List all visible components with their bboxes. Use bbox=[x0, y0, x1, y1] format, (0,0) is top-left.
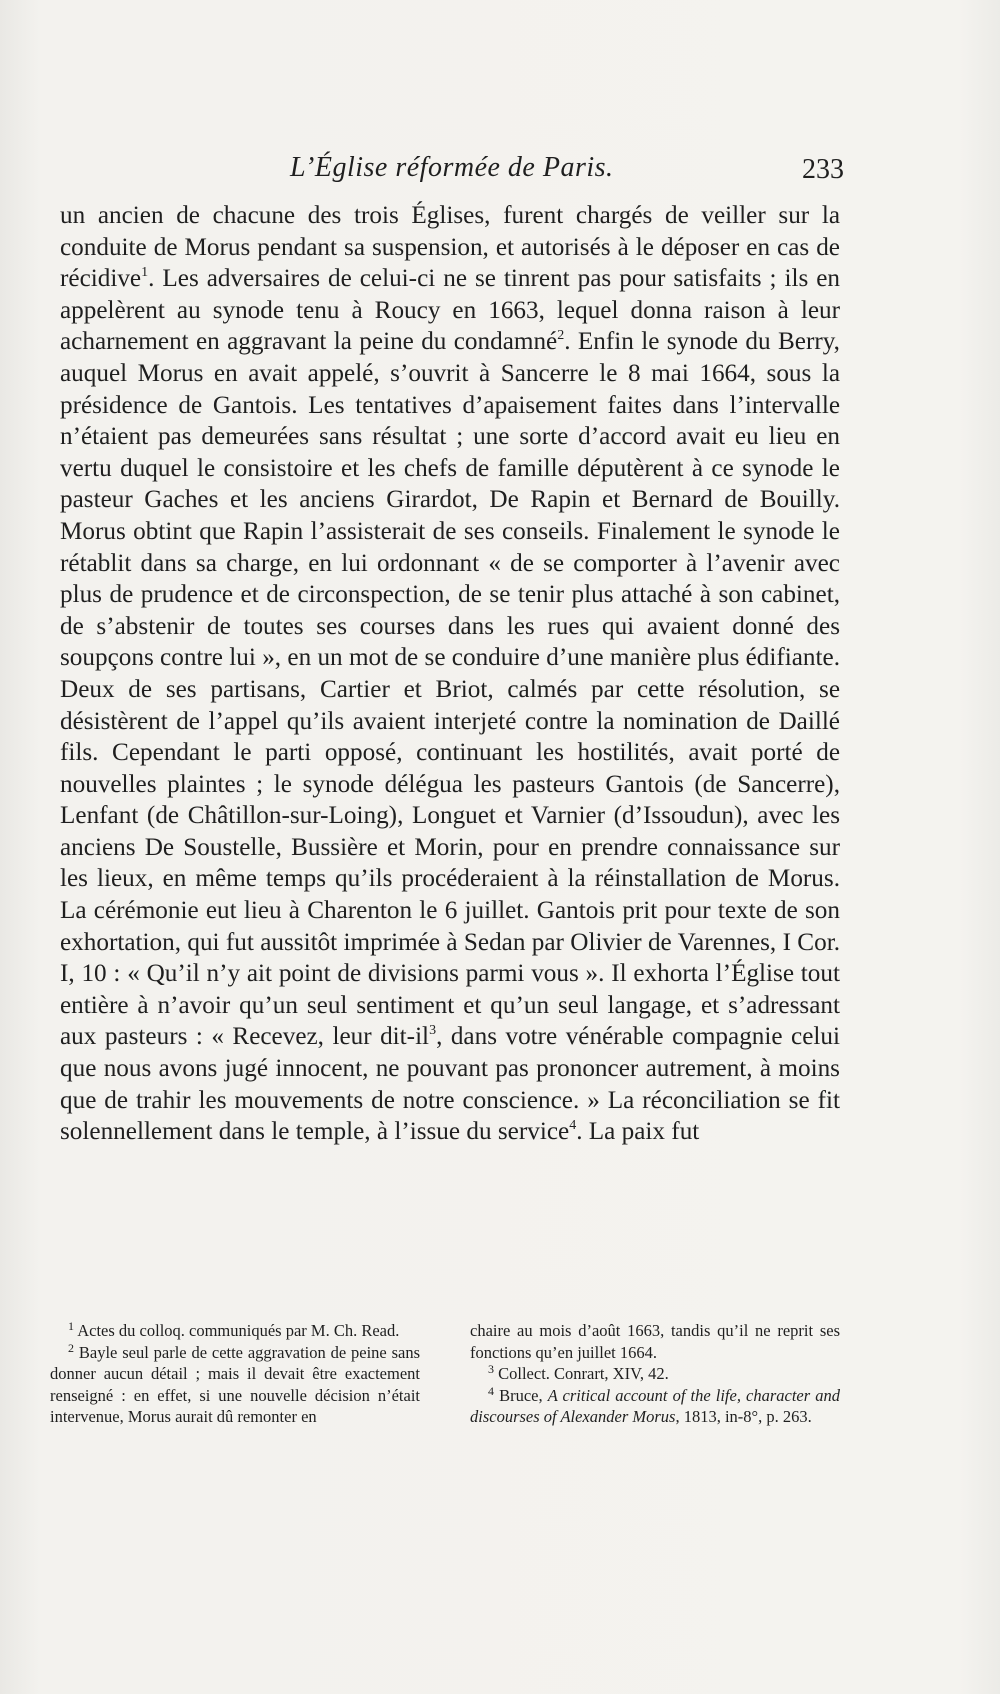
text-run: . Enfin le synode du Berry, auquel Morus en avait appelé, s’ouvrit à Sancerre le 8 mai 1664, sous la présidence de Gantois. Les tentatives d’apaisement faites dans l’intervalle n’étaient pas demeurées sans résultat ; une sorte d’accord avait eu lieu en vertu duquel le consistoire et les chefs de famille députèrent à ce synode le pasteur Gaches et les anciens Girardot, De Rapin et Bernard de Bouilly. Morus obtint que Rapin l’assisterait de ses conseils. Finalement le synode le rétablit dans sa charge, en lui ordonnant « de se comporter à l’avenir avec plus de prudence et de circonspection, de se tenir plus attaché à son cabinet, de s’abstenir de toutes ses courses dans les rues qui avaient donné des soupçons contre lui », en un mot de se conduire d’une manière plus édifiante. Deux de ses partisans, Cartier et Briot, calmés par cette résolution, se désistèrent de l’appel qu’ils avaient interjeté contre la nomination de Daillé fils. Cependant le parti opposé, continuant les hostilités, avait porté de nouvelles plaintes ; le synode délégua les pasteurs Gantois (de Sancerre), Lenfant (de Châtillon-sur-Loing), Longuet et Varnier (d’Issoudun), avec les anciens De Soustelle, Bussière et Morin, pour en prendre connaissance sur les lieux, en même temps qu’ils procéderaient à la réinstallation de Morus. La cérémonie eut lieu à Charenton le 6 juillet. Gantois prit pour texte de son exhortation, qui fut aussitôt imprimée à Sedan par Olivier de Varennes, I Cor. I, 10 : « Qu’il n’y ait point de divisions parmi vous ». Il exhorta l’Église tout entière à n’avoir qu’un seul sentiment et qu’un seul langage, et s’adressant aux pasteurs : « Recevez, leur dit-il bbox=[60, 328, 840, 1051]
footnote-ref[interactable]: 1 bbox=[141, 265, 149, 281]
footnote-4 bbox=[470, 1385, 840, 1428]
footnote-text: Actes du colloq. communiqués par M. Ch. Read. bbox=[77, 1321, 400, 1340]
footnote-2 bbox=[50, 1342, 420, 1428]
book-title: A critical account of the life, character and discourses of Alexander Morus bbox=[470, 1385, 840, 1426]
footnote-text: Bayle seul parle de cette aggravation de peine sans donner aucun détail ; mais il devait être exactement renseigné : en effet, si une nouvelle décision n’était intervenue, Morus aurait dû remonter en bbox=[50, 1342, 421, 1426]
footnote-column-left bbox=[50, 1320, 420, 1428]
footnote-text: Bruce, bbox=[499, 1385, 548, 1405]
footnote-mark: 4 bbox=[488, 1383, 494, 1398]
paragraph bbox=[60, 200, 840, 1148]
footnote-2-continued: chaire au mois d’août 1663, tandis qu’il ne reprit ses fonctions qu’en juillet 1664. bbox=[470, 1321, 840, 1362]
footnote-text: , 1813, in-8°, p. 263. bbox=[675, 1407, 812, 1426]
main-text bbox=[60, 200, 840, 1148]
footnote-column-right bbox=[470, 1320, 840, 1428]
running-head bbox=[60, 152, 844, 192]
footnote-ref[interactable]: 4 bbox=[569, 1118, 577, 1134]
footnote-1 bbox=[50, 1320, 420, 1342]
footnote-3 bbox=[470, 1363, 840, 1385]
running-title: L’Église réformée de Paris. bbox=[290, 152, 614, 183]
footnote-text: Collect. Conrart, XIV, 42. bbox=[498, 1364, 669, 1383]
footnotes bbox=[50, 1320, 840, 1428]
text-run: un ancien de chacune des trois Églises, furent chargés de veiller sur la conduite de Morus pendant sa suspension, et autorisés à le déposer en cas de récidive bbox=[60, 202, 840, 293]
footnote-mark: 2 bbox=[68, 1340, 74, 1355]
footnote-mark: 1 bbox=[68, 1319, 74, 1333]
footnote-ref[interactable]: 2 bbox=[557, 328, 565, 344]
footnote-mark: 3 bbox=[488, 1362, 494, 1376]
page-number: 233 bbox=[802, 154, 844, 185]
text-run: , dans votre vénérable compagnie celui que nous avons jugé innocent, ne pouvant pas prononcer autrement, à moins que de trahir les mouvements de notre conscience. » La réconciliation se fit solennellement dans le temple, à l’issue du service bbox=[60, 1023, 840, 1146]
text-run: . La paix fut bbox=[576, 1118, 700, 1146]
text-run: . Les adversaires de celui-ci ne se tinrent pas pour satisfaits ; ils en appelèrent au synode tenu à Roucy en 1663, lequel donna raison à leur acharnement en aggravant la peine du condamné bbox=[60, 265, 840, 356]
footnote-ref[interactable]: 3 bbox=[429, 1023, 437, 1039]
